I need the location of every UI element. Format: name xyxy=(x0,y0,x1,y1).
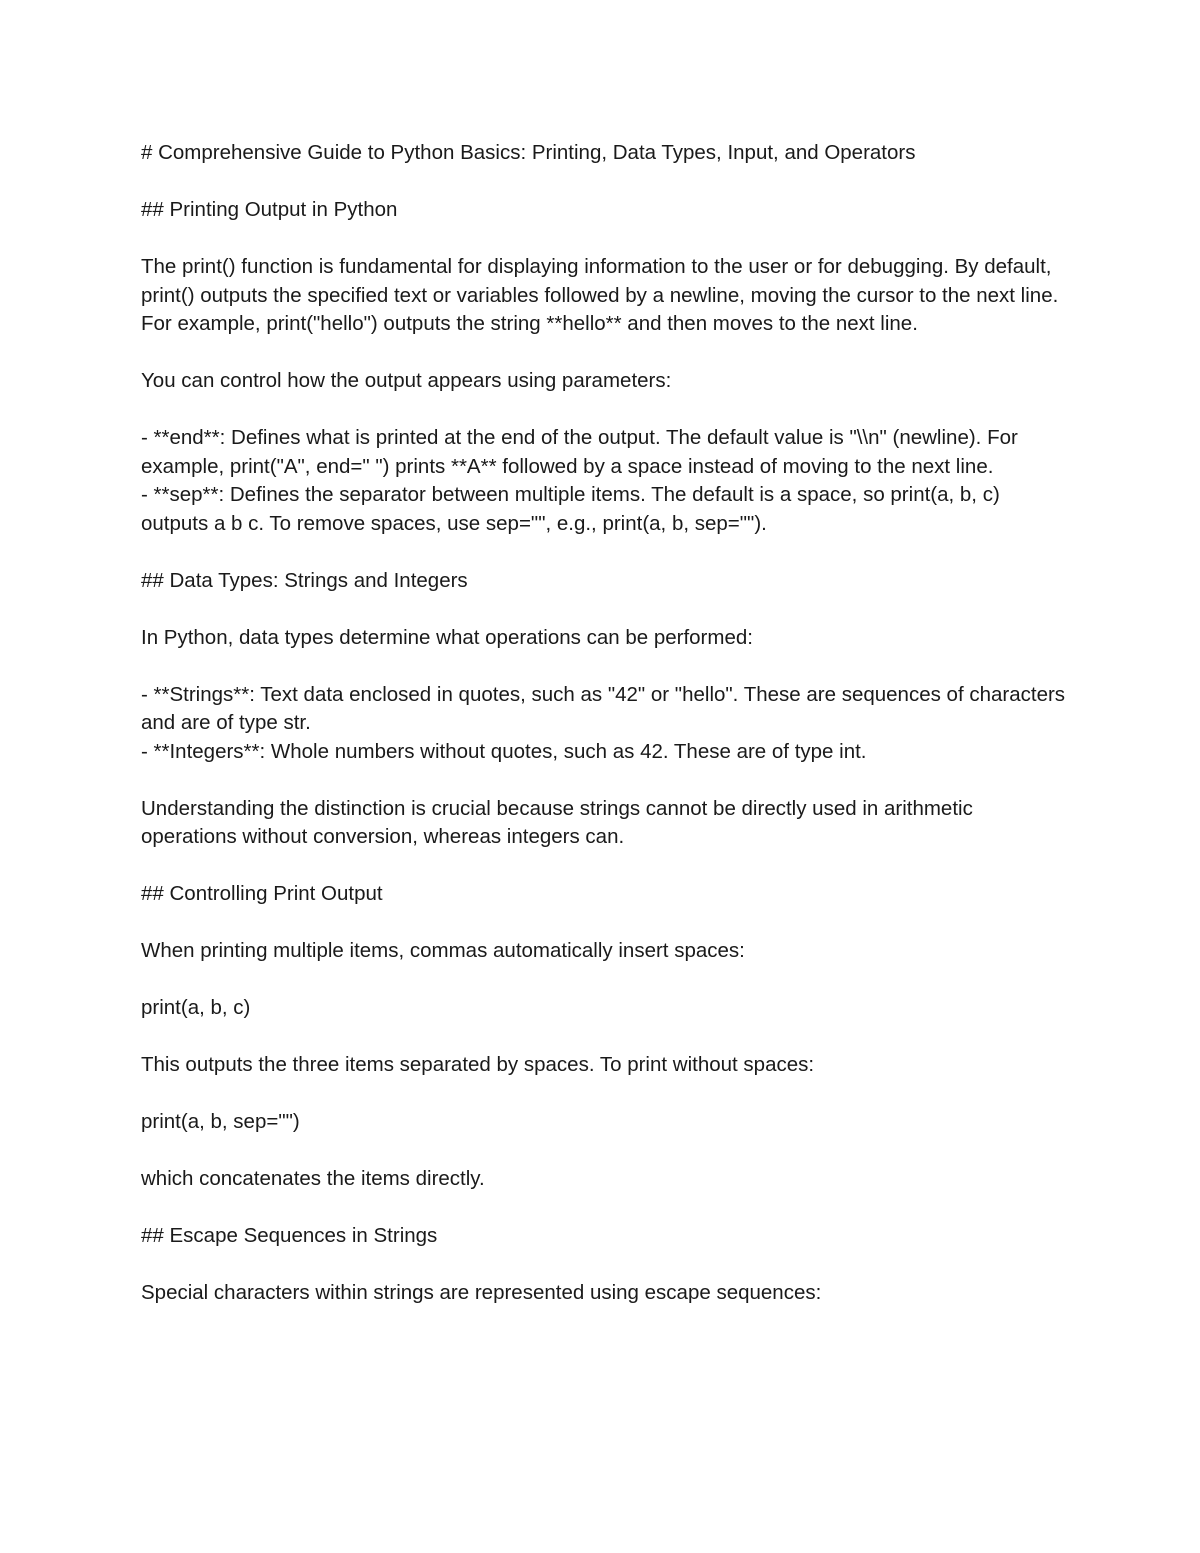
document-title: # Comprehensive Guide to Python Basics: Printing, Data Types, Input, and Operators xyxy=(141,141,916,164)
paragraph-distinction: Understanding the distinction is crucial because strings cannot be directly used in arithmetic operations without conversion, whereas integers can. xyxy=(141,796,979,848)
paragraph-print-function: The print() function is fundamental for displaying information to the user or for debugging. By default, print() outputs the specified text or variables followed by a newline, moving the cursor to the next line. For example, print("hello") outputs the string **hello** and then moves to the next line. xyxy=(141,255,1064,335)
document-body xyxy=(141,139,1071,1336)
paragraph-commas-spaces: When printing multiple items, commas automatically insert spaces: xyxy=(141,939,745,962)
paragraph-escape-intro: Special characters within strings are represented using escape sequences: xyxy=(141,1281,822,1304)
list-item-integers: - **Integers**: Whole numbers without quotes, such as 42. These are of type int. xyxy=(141,739,867,763)
section-heading-escape-sequences: ## Escape Sequences in Strings xyxy=(141,1224,438,1247)
list-item-end-parameter: - **end**: Defines what is printed at the end of the output. The default value is "\\n" (newline). For example, print("A", end=" ") prints **A** followed by a space instead of moving to the next line. xyxy=(141,426,1024,478)
list-item-sep-parameter: - **sep**: Defines the separator between multiple items. The default is a space, so print(a, b, c) outputs a b c. To remove spaces, use sep="", e.g., print(a, b, sep=""). xyxy=(141,483,1006,535)
paragraph-data-types-intro: In Python, data types determine what operations can be performed: xyxy=(141,625,753,649)
code-line-print-abc: print(a, b, c) xyxy=(141,996,251,1019)
section-heading-printing-output: ## Printing Output in Python xyxy=(141,198,398,221)
list-item-strings: - **Strings**: Text data enclosed in quotes, such as "42" or "hello". These are sequences of characters and are of type str. xyxy=(141,682,1071,734)
code-line-print-sep: print(a, b, sep="") xyxy=(141,1110,300,1133)
paragraph-parameters-intro: You can control how the output appears using parameters: xyxy=(141,369,672,392)
section-heading-data-types: ## Data Types: Strings and Integers xyxy=(141,568,468,592)
section-heading-controlling-print: ## Controlling Print Output xyxy=(141,882,383,905)
paragraph-without-spaces: This outputs the three items separated by spaces. To print without spaces: xyxy=(141,1053,815,1076)
paragraph-concatenates: which concatenates the items directly. xyxy=(141,1167,485,1190)
